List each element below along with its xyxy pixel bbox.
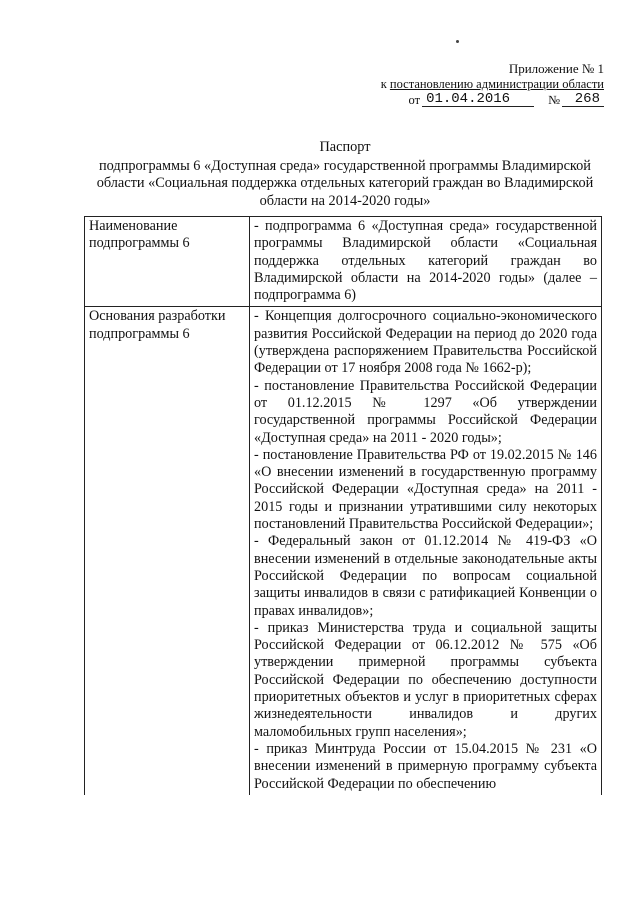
value-paragraph: - постановление Правительства РФ от 19.02.2015 № 146 «О внесении изменений в государственную программу Российской Федерации «Доступная среда» на 2011 - 2015 годы и признании утратившими силу некоторых постановлений Правительства Российской Федерации»; xyxy=(254,446,597,533)
value-paragraph: - постановление Правительства Российской Федерации от 01.12.2015 № 1297 «Об утверждении государственной программы Российской Федерации «Доступная среда» на 2011 - 2020 годы»; xyxy=(254,377,597,446)
row-value xyxy=(250,217,602,307)
passport-table xyxy=(84,216,602,795)
table-row xyxy=(85,307,602,795)
row-label: Основания разработки подпрограммы 6 xyxy=(85,307,250,795)
scan-dot xyxy=(456,40,459,43)
table-row xyxy=(85,217,602,307)
appendix-prefix: к xyxy=(380,77,390,91)
value-paragraph: - Федеральный закон от 01.12.2014 № 419-ФЗ «О внесении изменений в отдельные законодательные акты Российской Федерации по вопросам социальной защиты инвалидов в связи с ратификацией Конвенции о правах инвалидов»; xyxy=(254,533,597,619)
appendix-dateline xyxy=(381,92,604,107)
title-passport: Паспорт xyxy=(319,139,371,155)
document-title xyxy=(80,139,610,210)
value-paragraph: - приказ Минтруда России от 15.04.2015 № 231 «О внесении изменений в примерную программу субъекта Российской Федерации по обеспечению xyxy=(254,740,597,792)
number-prefix: № xyxy=(548,93,560,107)
date-prefix: от xyxy=(408,93,421,107)
value-paragraph: - приказ Министерства труда и социальной защиты Российской Федерации от 06.12.2012 № 575 «Об утверждении примерной программы субъекта Российской Федерации по обеспечению доступности приоритетных объектов и услуг в приоритетных сферах жизнедеятельности инвалидов и других маломобильных групп населения»; xyxy=(254,619,597,740)
appendix-ref-text: постановлению администрации области xyxy=(389,77,604,91)
value-paragraph: - Концепция долгосрочного социально-экономического развития Российской Федерации на период до 2020 года (утверждена распоряжением Правительства Российской Федерации от 17 ноября 2008 года № 1662-р); xyxy=(254,308,597,377)
appendix-title: Приложение № 1 xyxy=(508,61,604,76)
value-paragraph: - подпрограмма 6 «Доступная среда» государственной программы Владимирской области «Социальная поддержка отдельных категорий граждан во Владимирской области на 2014-2020 годы» (далее – подпрограмма 6) xyxy=(254,218,597,304)
row-value xyxy=(250,307,602,795)
appendix-header xyxy=(381,62,604,107)
handwritten-number: 268 xyxy=(562,92,604,107)
title-subprogram: подпрограммы 6 «Доступная среда» государственной программы Владимирской области «Социальная поддержка отдельных категорий граждан во Владимирской области на 2014-2020 годы» xyxy=(96,157,594,209)
row-label: Наименование подпрограммы 6 xyxy=(85,217,250,307)
handwritten-date: 01.04.2016 xyxy=(422,92,534,107)
appendix-reference xyxy=(381,78,604,91)
